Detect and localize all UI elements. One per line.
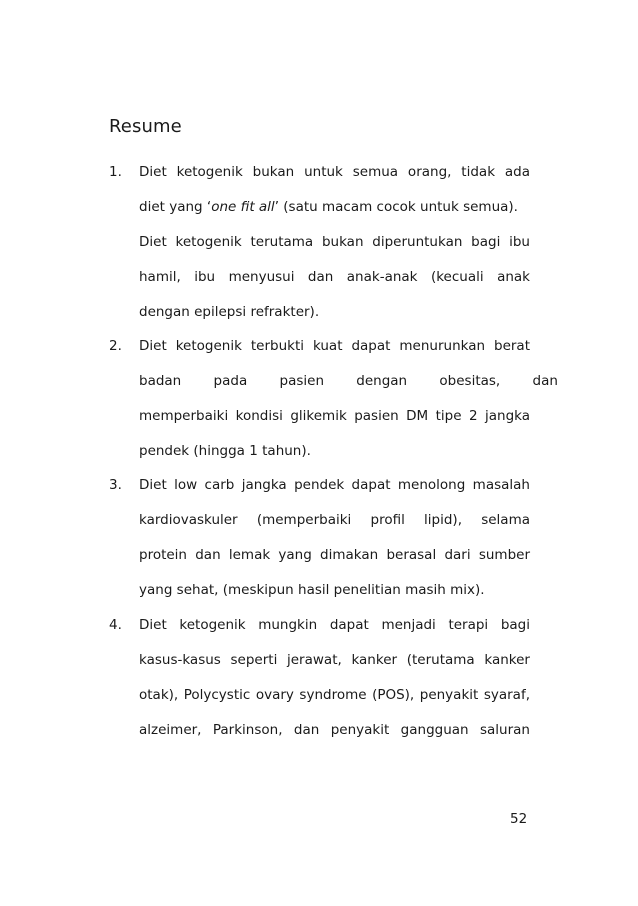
list-item-line: alzeimer, Parkinson, dan penyakit gangguan saluran [139,722,530,738]
list-item-number: 1. [109,164,122,180]
page-heading: Resume [109,116,182,137]
list-item-line: Diet low carb jangka pendek dapat menolong masalah [139,477,530,493]
list-item-number: 3. [109,477,122,493]
list-item-line: Diet ketogenik bukan untuk semua orang, tidak ada [139,164,530,180]
list-item-line: kasus-kasus seperti jerawat, kanker (terutama kanker [139,652,530,668]
list-item-line: pendek (hingga 1 tahun). [139,443,311,459]
list-item-line: otak), Polycystic ovary syndrome (POS), penyakit syaraf, [139,687,530,703]
list-item-line: hamil, ibu menyusui dan anak-anak (kecuali anak [139,269,530,285]
list-item-line: memperbaiki kondisi glikemik pasien DM tipe 2 jangka [139,408,530,424]
list-item-line: protein dan lemak yang dimakan berasal dari sumber [139,547,530,563]
list-item-line: yang sehat, (meskipun hasil penelitian masih mix). [139,582,485,598]
list-item-line: Diet ketogenik terutama bukan diperuntukan bagi ibu [139,234,530,250]
list-item-line: Diet ketogenik mungkin dapat menjadi terapi bagi [139,617,530,633]
list-item-line: kardiovaskuler (memperbaiki profil lipid), selama [139,512,530,528]
page-number: 52 [510,811,528,827]
list-item-number: 4. [109,617,122,633]
list-item-line: Diet ketogenik terbukti kuat dapat menurunkan berat [139,338,530,354]
list-item-number: 2. [109,338,122,354]
list-item-line: badan pada pasien dengan obesitas, dan [139,373,558,389]
list-item-line: diet yang ‘one fit all’ (satu macam cocok untuk semua). [139,199,518,215]
list-item-line: dengan epilepsi refrakter). [139,304,320,320]
